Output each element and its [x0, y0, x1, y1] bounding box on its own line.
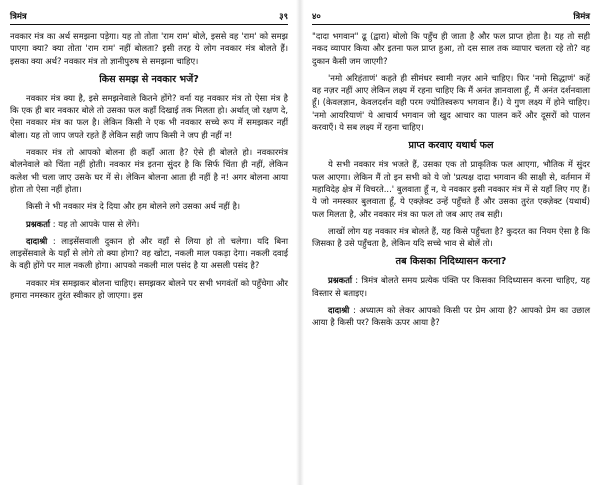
- speaker-name: दादाश्री: [328, 305, 350, 316]
- section-heading: तब किसका निदिध्यासन करना?: [395, 256, 507, 268]
- section-heading: प्राप्त करवाए यथार्थ फल: [408, 140, 494, 152]
- body-paragraph: ये सभी नवकार मंत्र भजते हैं, उसका एक तो प्राकृतिक फल आएगा, भौतिक में सुंदर फल आएगा। लेकिन मैं तो इन सभी को ये जो 'प्रत्यक्ष दादा भगवान की साक्षी से, वर्तमान में महाविदेह क्षेत्र में विचरते...' बुलवाता हूँ न, ये नवकार इसी नवकार मंत्र में से यहाँ लिए गए हैं। ये जो नमस्कार बुलवाता हूँ, ये एक्ज़ेक्ट उन्हें पहुँचते हैं और उसका तुरंत एक्ज़ेक्ट (यथार्थ) फल मिलता है, और नवकार मंत्र का फल तो जब आए तब सही।: [312, 159, 590, 219]
- dialog-text: त्रिमंत्र बोलते समय प्रत्येक पंक्ति पर किसका निदिध्यासन करना चाहिए, यह विस्तार से बताइए।: [312, 275, 590, 298]
- body-paragraph: नवकार मंत्र क्या है, इसे समझनेवाले कितने होंगे? वर्ना यह नवकार मंत्र तो ऐसा मंत्र है कि एक ही बार नवकार बोले तो उसका फल कहाँ दिखाई तक मिलता हो। अर्थात् जो रक्षण दे, ऐसा नवकार मंत्र का फल है। लेकिन किसी ने एक भी नवकार सच्चे रूप में समझकर नहीं बोला। यह तो जाप जपते रहते हैं लेकिन सही जाप किसी ने जप ही नहीं न!: [10, 92, 288, 140]
- right-page-body: [312, 30, 590, 329]
- body-paragraph: नवकार मंत्र का अर्थ समझना पड़ेगा। यह तो तोता 'राम राम' बोले, इससे वह 'राम' को समझ पाएगा क्या? क्या तोता 'राम राम' नहीं बोलता? इसी तरह ये लोग नवकार मंत्र बोलते हैं। इसका क्या अर्थ? नवकार मंत्र तो ज्ञानीपुरुष से समझना चाहिए।: [10, 31, 288, 66]
- left-page-number: ३९: [279, 12, 288, 22]
- dialog-text: यह तो आपके पास से लेंगे।: [58, 218, 140, 229]
- section-heading: किस समझ से नवकार भजें?: [99, 73, 199, 85]
- dialog-paragraph: दादाश्री : अध्यात्म को लेकर आपको किसी पर प्रेम आया है? आपको प्रेम का उछाल आया है किसी पर? किसके ऊपर आया है?: [312, 305, 590, 328]
- speaker-name: प्रश्नकर्ता: [328, 275, 353, 286]
- body-paragraph: लाखों लोग यह नवकार मंत्र बोलते हैं, यह किसे पहुँचता है? कुदरत का नियम ऐसा है कि जिसका है उसे पहुँचता है, लेकिन यदि सच्चे भाव से बोलें तो।: [312, 225, 590, 249]
- dialog-paragraph: प्रश्नकर्ता : यह तो आपके पास से लेंगे।: [26, 218, 140, 229]
- book-gutter: [296, 0, 304, 485]
- body-paragraph: नवकार मंत्र समझकर बोलना चाहिए। समझकर बोलने पर सभी भगवंतों को पहुँचेगा और हमारा नमस्कार तुरंत स्वीकार हो जाएगा। इस: [10, 277, 288, 301]
- right-page: [312, 8, 590, 334]
- right-running-title: त्रिमंत्र: [573, 12, 590, 22]
- left-page-header: [10, 8, 288, 25]
- speaker-name: दादाश्री: [26, 235, 48, 246]
- body-paragraph: "दादा भगवान" ढू (द्वारा) बोलो कि पहुँच ही जाता है और फल प्राप्त होता है। यह तो सही नकद व्यापार किया और इतना फल प्राप्त हुआ, तो दस साल तक व्यापार चलता रहे तो? वह दुकान कैसी जम जाएगी?: [312, 31, 590, 66]
- body-paragraph: 'नमो अरिहंताणं' कहते ही सीमंधर स्वामी नज़र आने चाहिए। फिर 'नमो सिद्धाणं' कहें वह नज़र नहीं आए लेकिन लक्ष्य में रहना चाहिए कि मैं अनंत ज्ञानवाला हूँ, मैं अनंत दर्शनवाला हूँ। (केवलज्ञान, केवलदर्शन वही परम ज्योतिस्वरूप भगवान हैं।) ये गुण लक्ष्य में होने चाहिए। 'नमो आयरियाणं' ये आचार्य भगवान जो खुद आचार का पालन करें और दूसरों को पालन करवाएँ। ये सब लक्ष्य में रहना चाहिए।: [312, 72, 590, 133]
- left-running-title: त्रिमंत्र: [10, 12, 27, 22]
- speaker-name: प्रश्नकर्ता: [26, 218, 51, 229]
- left-page: [10, 8, 288, 306]
- right-page-header: [312, 8, 590, 25]
- left-page-body: [10, 30, 288, 301]
- body-paragraph: नवकार मंत्र तो आपको बोलना ही कहाँ आता है? ऐसे ही बोलते हो। नवकारमंत्र बोलनेवाले को चिंता नहीं होती। नवकार मंत्र इतना सुंदर है कि सिर्फ चिंता ही नहीं, लेकिन कलेश भी चला जाए उसके घर में से। लेकिन बोलना आता ही नहीं है न! अगर बोलना आया होता तो ऐसा नहीं होता।: [10, 147, 288, 194]
- right-page-number: ४०: [312, 12, 321, 22]
- dialog-text: अध्यात्म को लेकर आपको किसी पर प्रेम आया है? आपको प्रेम का उछाल आया है किसी पर? किसके ऊपर आया है?: [312, 305, 590, 328]
- dialog-paragraph: प्रश्नकर्ता : त्रिमंत्र बोलते समय प्रत्येक पंक्ति पर किसका निदिध्यासन करना चाहिए, यह विस्तार से बताइए।: [312, 275, 590, 298]
- dialog-text: लाइसेंसवाली दुकान हो और वहाँ से लिया हो तो चलेगा। यदि बिना लाइसेंसवाले के यहाँ से लोगे तो क्या होगा? वह खोटा, नकली माल पकड़ा देगा। नकली दवाई के वही होंगे पर माल नकली होगा। आपको नकली माल पसंद है या असली पसंद है?: [10, 235, 288, 271]
- body-paragraph: किसी ने भी नवकार मंत्र दे दिया और हम बोलने लगे उसका अर्थ नहीं है।: [26, 201, 241, 212]
- dialog-paragraph: दादाश्री : लाइसेंसवाली दुकान हो और वहाँ से लिया हो तो चलेगा। यदि बिना लाइसेंसवाले के यहाँ से लोगे तो क्या होगा? वह खोटा, नकली माल पकड़ा देगा। नकली दवाई के वही होंगे पर माल नकली होगा। आपको नकली माल पसंद है या असली पसंद है?: [10, 235, 288, 271]
